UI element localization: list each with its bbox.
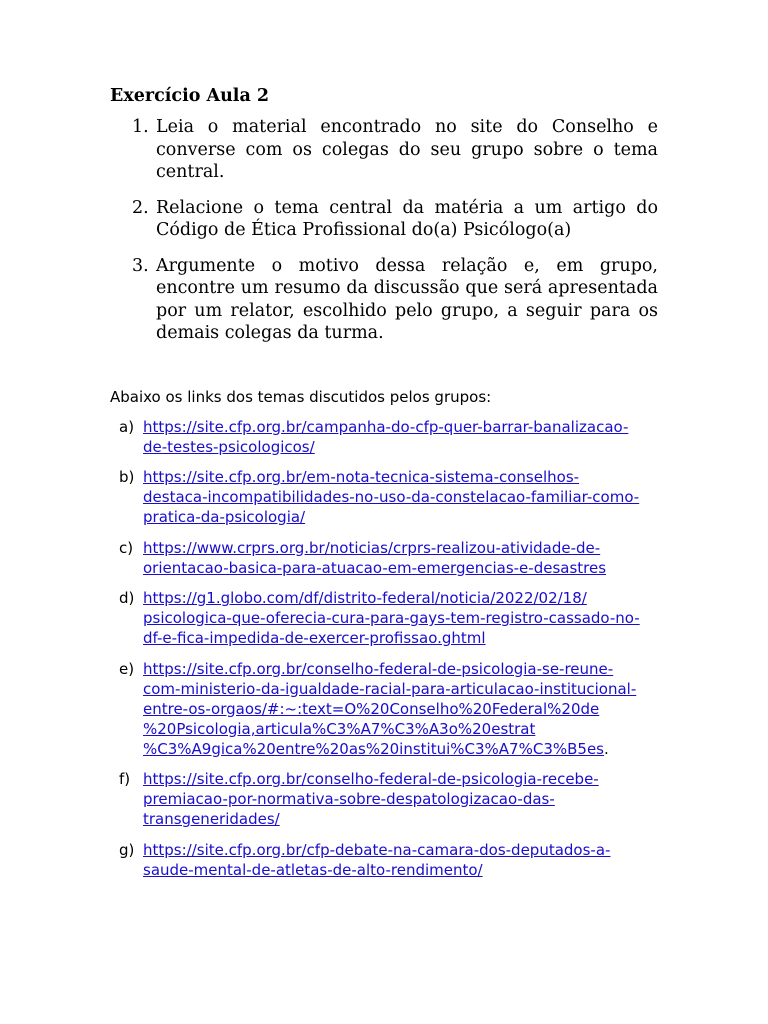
link-item-b — [110, 467, 658, 527]
link-line: https://site.cfp.org.br/cfp-debate-na-camara-dos-deputados-a- — [143, 840, 611, 859]
task-text: Leia o material encontrado no site do Conselho e converse com os colegas do seu grupo sobre o tema central. — [156, 117, 658, 182]
link-line: %C3%A9gica%20entre%20as%20institui%C3%A7%C3%B5es — [143, 739, 604, 758]
link-letter: g) — [119, 840, 135, 859]
link-letter: b) — [119, 468, 135, 486]
link-line: https://site.cfp.org.br/conselho-federal-de-psicologia-recebe- — [143, 770, 599, 788]
task-item-3 — [110, 255, 658, 345]
link-letter: c) — [119, 538, 134, 557]
link-line: pratica-da-psicologia/ — [143, 508, 306, 526]
link-list — [110, 417, 658, 880]
reference-link[interactable] — [143, 418, 628, 456]
link-letter: e) — [119, 659, 135, 678]
link-line: df-e-fica-impedida-de-exercer-profissao.ghtml — [143, 629, 486, 647]
reference-link[interactable] — [143, 539, 606, 577]
reference-link[interactable] — [143, 841, 610, 879]
task-item-1 — [110, 116, 658, 184]
link-line: orientacao-basica-para-atuacao-em-emergencias-e-desastres — [143, 558, 607, 577]
link-letter: d) — [119, 589, 135, 607]
link-line: https://site.cfp.org.br/campanha-do-cfp-quer-barrar-banalizacao- — [143, 417, 629, 436]
link-letter: a) — [119, 417, 135, 436]
link-suffix: . — [604, 739, 609, 758]
link-line: entre-os-orgaos/#:~:text=O%20Conselho%20Federal%20de — [143, 699, 600, 718]
task-number: 2. — [132, 197, 149, 218]
link-line: saude-mental-de-atletas-de-alto-rendimento/ — [143, 860, 483, 879]
link-item-d — [110, 588, 658, 648]
link-line: destaca-incompatibilidades-no-uso-da-constelacao-familiar-como- — [143, 488, 640, 506]
reference-link[interactable] — [143, 468, 639, 526]
links-intro: Abaixo os links dos temas discutidos pelos grupos: — [110, 387, 492, 406]
task-text: Argumente o motivo dessa relação e, em grupo, encontre um resumo da discussão que será apresentada por um relator, escolhido pelo grupo, a seguir para os demais colegas da turma. — [156, 255, 658, 343]
reference-link[interactable] — [143, 589, 640, 647]
link-item-a — [110, 417, 658, 457]
task-number: 3. — [132, 255, 149, 276]
link-line: https://g1.globo.com/df/distrito-federal/noticia/2022/02/18/ — [143, 589, 587, 607]
task-item-2 — [110, 197, 658, 242]
link-line: https://www.crprs.org.br/noticias/crprs-realizou-atividade-de- — [143, 538, 601, 557]
link-item-e — [110, 659, 658, 759]
task-number: 1. — [132, 117, 149, 137]
reference-link[interactable] — [143, 660, 636, 758]
link-line: psicologica-que-oferecia-cura-para-gays-tem-registro-cassado-no- — [143, 609, 640, 627]
link-line: premiacao-por-normativa-sobre-despatologizacao-das- — [143, 790, 555, 808]
link-line: https://site.cfp.org.br/em-nota-tecnica-sistema-conselhos- — [143, 468, 580, 486]
link-letter: f) — [119, 770, 131, 788]
link-line: com-ministerio-da-igualdade-racial-para-articulacao-institucional- — [143, 679, 637, 698]
link-item-g — [110, 840, 658, 880]
link-line: de-testes-psicologicos/ — [143, 437, 315, 456]
link-line: transgeneridades/ — [143, 810, 280, 828]
link-line: https://site.cfp.org.br/conselho-federal-de-psicologia-se-reune- — [143, 659, 614, 678]
link-line: %20Psicologia,articula%C3%A7%C3%A3o%20estrat — [143, 719, 536, 738]
link-item-f — [110, 769, 658, 829]
link-item-c — [110, 538, 658, 578]
reference-link[interactable] — [143, 770, 599, 828]
page-title: Exercício Aula 2 — [110, 86, 270, 106]
task-text: Relacione o tema central da matéria a um artigo do Código de Ética Profissional do(a) Psicólogo(a) — [156, 197, 658, 240]
task-list — [110, 116, 658, 345]
